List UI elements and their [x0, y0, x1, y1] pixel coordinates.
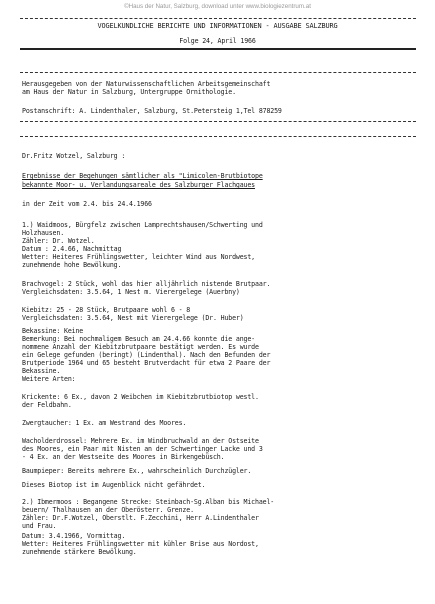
section-2-heading: 2.) Ibmermoos : Begangene Strecke: Steinbach-Sg.Alban bis Michael- [22, 498, 275, 506]
wacholderdrossel-line: Wacholderdrossel: Mehrere Ex. im Windbruchwald an der Ostseite [22, 437, 259, 445]
section-1-line: Holzhausen. [22, 229, 65, 237]
intro-line-1: Ergebnisse der Begehungen sämtlicher als "Limicolen-Brutbiotope [22, 172, 263, 180]
section-2-line: zunehmende stärkere Bewölkung. [22, 548, 137, 556]
section-2-line: und Frau. [22, 522, 57, 530]
section-2-line: beuern/ Thalhausen an der Oberösterr. Grenze. [22, 506, 194, 514]
issue-line: Folge 24, April 1966 [179, 37, 256, 45]
bekassine-line: nommene Anzahl der Kiebitzbrutpaare bestätigt werden. Es wurde [22, 343, 259, 351]
brachvogel-line: Brachvogel: 2 Stück, wohl das hier alljährlich nistende Brutpaar. [22, 280, 271, 288]
section-1-line: Zähler: Dr. Wotzel. [22, 237, 95, 245]
bekassine-line: Bekassine. [22, 367, 61, 375]
zwergtaucher-line: Zwergtaucher: 1 Ex. am Westrand des Moores. [22, 419, 187, 427]
wacholderdrossel-line: - 4 Ex. an der Westseite des Moores in Birkengebüsch. [22, 453, 225, 461]
bekassine-line: Bekassine: Keine [22, 327, 84, 335]
watermark: ©Haus der Natur, Salzburg, download unter www.biologiezentrum.at [124, 3, 311, 10]
bekassine-line: Bemerkung: Bei nochmaligem Besuch am 24.4.66 konnte die ange- [22, 335, 256, 343]
krickente-line: der Feldbahn. [22, 401, 72, 409]
baumpieper-line: Baumpieper: Bereits mehrere Ex., wahrscheinlich Durchzügler. [22, 467, 252, 475]
krickente-line: Krickente: 6 Ex., davon 2 Weibchen im Kiebitzbrutbiotop westl. [22, 393, 259, 401]
intro-line-3: in der Zeit vom 2.4. bis 24.4.1966 [22, 200, 152, 208]
intro-line-2: bekannte Moor- u. Verlandungsareale des Salzburger Flachgaues [22, 181, 256, 189]
author-line: Dr.Fritz Wotzel, Salzburg : [22, 152, 126, 160]
title-rule [20, 48, 416, 50]
section-1-line: Wetter: Heiteres Frühlingswetter, leichter Wind aus Nordwest, [22, 253, 256, 261]
postal-address: Postanschrift: A. Lindenthaler, Salzburg, St.Petersteig 1,Tel 878259 [22, 107, 282, 115]
section-1-line: Datum : 2.4.66, Nachmittag [22, 245, 122, 253]
brachvogel-line: Vergleichsdaten: 3.5.64, 1 Nest m. Vierergelege (Auerbny) [22, 288, 240, 296]
section-2-line: Datum: 3.4.1966, Vormittag. [22, 532, 126, 540]
section-2-line: Wetter: Heiteres Frühlingswetter mit kühler Brise aus Nordost, [22, 540, 259, 548]
wacholderdrossel-line: des Moores, ein Paar mit Nisten an der Schwertinger Lacke und 3 [22, 445, 263, 453]
bekassine-line: ein Gelege gefunden (beringt) (Lindenthal). Nach den Befunden der [22, 351, 271, 359]
top-rule [20, 18, 416, 19]
header-bottom-rule-2 [20, 136, 416, 137]
publisher-line-2: am Haus der Natur in Salzburg, Untergruppe Ornithologie. [22, 88, 236, 96]
kiebitz-line: Vergleichsdaten: 3.5.64, Nest mit Vierergelege (Dr. Huber) [22, 314, 244, 322]
kiebitz-line: Kiebitz: 25 - 28 Stück, Brutpaare wohl 6 - 8 [22, 306, 191, 314]
baumpieper-line: Dieses Biotop ist im Augenblick nicht gefährdet. [22, 481, 206, 489]
bekassine-line: Weitere Arten: [22, 375, 76, 383]
bekassine-line: Brutperiode 1964 und 65 besteht Brutverdacht für etwa 2 Paare der [22, 359, 271, 367]
header-bottom-rule [20, 121, 416, 122]
section-1-line: zunehmende hohe Bewölkung. [22, 261, 122, 269]
section-1-heading: 1.) Waidmoos, Bürgfelz zwischen Lamprechtshausen/Schwerting und [22, 221, 263, 229]
title-rule-2 [20, 72, 416, 73]
report-title: VOGELKUNDLICHE BERICHTE UND INFORMATIONEN - AUSGABE SALZBURG [97, 22, 338, 30]
section-2-line: Zähler: Dr.F.Wotzel, Oberstlt. F.Zecchini, Herr A.Lindenthaler [22, 514, 259, 522]
publisher-line-1: Herausgegeben von der Naturwissenschaftlichen Arbeitsgemeinschaft [22, 80, 271, 88]
